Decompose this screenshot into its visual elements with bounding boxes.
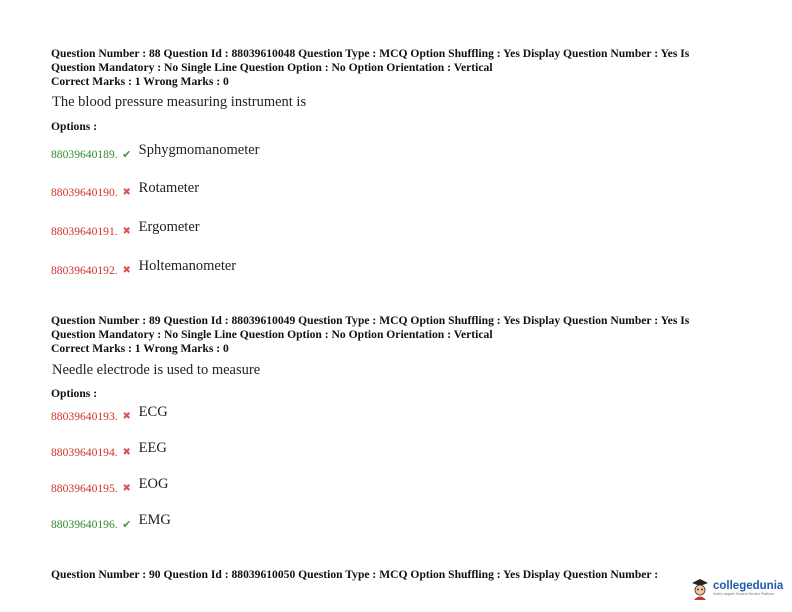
cross-icon: ✖: [122, 225, 131, 237]
option-88039640194: [51, 439, 167, 462]
option-text: Ergometer: [138, 218, 200, 235]
option-id: 88039640192.: [51, 263, 118, 277]
option-id: 88039640189.: [51, 147, 118, 161]
question-meta-line: Question Number : 89 Question Id : 88039610049 Question Type : MCQ Option Shuffling : Yes Display Question Number : Yes Is: [51, 314, 690, 327]
cross-icon: ✖: [122, 186, 131, 198]
question-marks: Correct Marks : 1 Wrong Marks : 0: [51, 342, 229, 355]
option-id: 88039640191.: [51, 224, 118, 238]
option-id: 88039640193.: [51, 409, 118, 423]
question-89-meta: [51, 314, 741, 356]
option-id: 88039640196.: [51, 517, 118, 531]
options-label: Options :: [51, 120, 98, 133]
question-88-meta: [51, 47, 741, 89]
option-id: 88039640194.: [51, 445, 118, 459]
option-88039640193: [51, 403, 168, 426]
cross-icon: ✖: [122, 482, 131, 494]
option-text: Rotameter: [138, 179, 200, 196]
question-88-text: The blood pressure measuring instrument is: [52, 94, 307, 110]
option-text: Sphygmomanometer: [138, 141, 260, 158]
option-id: 88039640190.: [51, 185, 118, 199]
check-icon: ✔: [122, 517, 132, 531]
cross-icon: ✖: [122, 264, 131, 276]
question-89-text: Needle electrode is used to measure: [52, 362, 261, 378]
question-90-meta: [51, 568, 691, 582]
logo-name: collegedunia: [713, 580, 784, 592]
question-marks: Correct Marks : 1 Wrong Marks : 0: [51, 75, 229, 88]
check-icon: ✔: [122, 147, 132, 161]
option-88039640196: [51, 511, 171, 534]
option-88039640189: [51, 141, 260, 164]
option-88039640192: [51, 257, 237, 280]
option-text: ECG: [138, 403, 168, 420]
option-id: 88039640195.: [51, 481, 118, 495]
cross-icon: ✖: [122, 410, 131, 422]
option-88039640191: [51, 218, 200, 241]
question-meta-line: Question Mandatory : No Single Line Question Option : No Option Orientation : Vertical: [51, 61, 493, 74]
question-meta-line: Question Number : 88 Question Id : 88039610048 Question Type : MCQ Option Shuffling : Yes Display Question Number : Yes Is: [51, 47, 690, 60]
question-meta-line: Question Mandatory : No Single Line Question Option : No Option Orientation : Vertical: [51, 328, 493, 341]
option-88039640195: [51, 475, 169, 498]
graduate-mascot-icon: [690, 577, 710, 601]
cross-icon: ✖: [122, 446, 131, 458]
logo-tagline: India's largest Student Review Platform: [713, 592, 774, 596]
option-88039640190: [51, 179, 200, 202]
option-text: EMG: [138, 511, 171, 528]
options-label: Options :: [51, 387, 98, 400]
collegedunia-logo: [690, 572, 790, 606]
option-text: Holtemanometer: [138, 257, 237, 274]
option-text: EEG: [138, 439, 167, 456]
option-text: EOG: [138, 475, 169, 492]
question-meta-line: Question Number : 90 Question Id : 88039610050 Question Type : MCQ Option Shuffling : Yes Display Question Number :: [51, 568, 659, 581]
